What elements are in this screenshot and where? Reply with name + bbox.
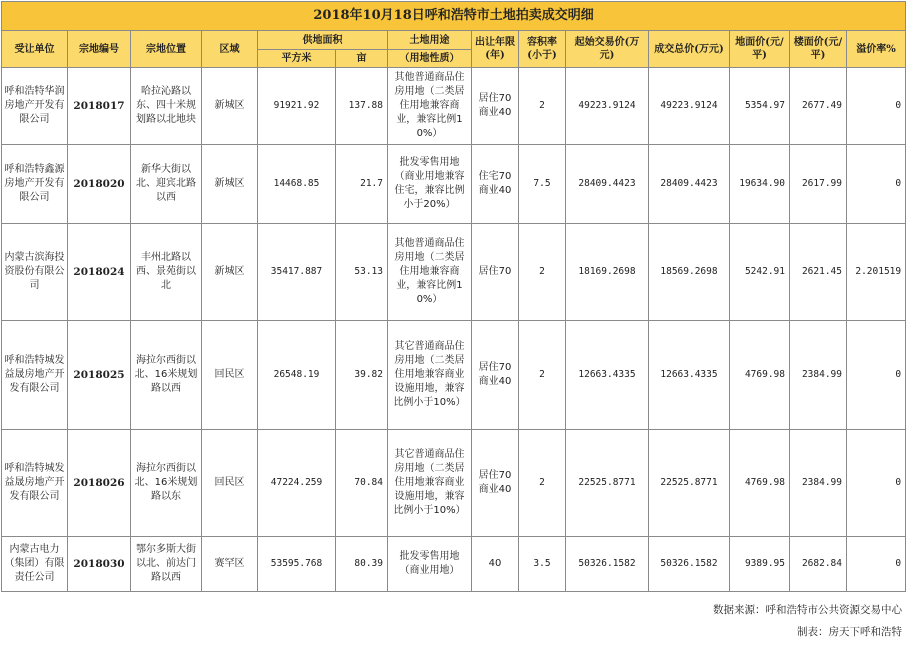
cell-floor-price: 2682.84	[790, 537, 847, 592]
cell-deal-price: 49223.9124	[649, 68, 730, 145]
cell-code: 2018020	[68, 145, 131, 224]
cell-floor-price: 2384.99	[790, 321, 847, 430]
cell-far: 2	[519, 321, 566, 430]
cell-buyer: 内蒙古滨海投资股份有限公司	[2, 224, 68, 321]
cell-land-price: 4769.98	[730, 430, 790, 537]
cell-start-price: 28409.4423	[566, 145, 649, 224]
cell-usage: 其它普通商品住房用地（二类居住用地兼容商业设施用地，兼容比例小于10%）	[388, 430, 472, 537]
cell-district: 赛罕区	[202, 537, 258, 592]
cell-term: 居住70	[472, 224, 519, 321]
cell-land-price: 19634.90	[730, 145, 790, 224]
cell-area-sqm: 47224.259	[258, 430, 336, 537]
cell-usage: 批发零售用地（商业用地兼容住宅，兼容比例小于20%）	[388, 145, 472, 224]
cell-code: 2018025	[68, 321, 131, 430]
cell-location: 丰州北路以西、景苑街以北	[131, 224, 202, 321]
cell-usage: 批发零售用地（商业用地）	[388, 537, 472, 592]
cell-deal-price: 22525.8771	[649, 430, 730, 537]
cell-location: 鄂尔多斯大街以北、前达门路以西	[131, 537, 202, 592]
cell-district: 新城区	[202, 68, 258, 145]
cell-start-price: 22525.8771	[566, 430, 649, 537]
cell-term: 40	[472, 537, 519, 592]
table-row	[2, 68, 906, 145]
cell-usage: 其他普通商品住房用地（二类居住用地兼容商业，兼容比例10%）	[388, 224, 472, 321]
cell-area-sqm: 53595.768	[258, 537, 336, 592]
table-title: 2018年10月18日呼和浩特市土地拍卖成交明细	[2, 2, 906, 31]
cell-far: 3.5	[519, 537, 566, 592]
header-land-price: 地面价(元/平)	[730, 31, 790, 68]
land-auction-document	[1, 1, 902, 592]
table-row	[2, 537, 906, 592]
cell-far: 2	[519, 224, 566, 321]
cell-premium: 0	[847, 145, 906, 224]
cell-buyer: 呼和浩特城发益晟房地产开发有限公司	[2, 321, 68, 430]
cell-area-sqm: 35417.887	[258, 224, 336, 321]
cell-premium: 0	[847, 68, 906, 145]
header-area-mu: 亩	[336, 50, 388, 68]
cell-premium: 2.201519	[847, 224, 906, 321]
table-row	[2, 430, 906, 537]
cell-code: 2018030	[68, 537, 131, 592]
cell-floor-price: 2384.99	[790, 430, 847, 537]
cell-term: 居住70商业40	[472, 321, 519, 430]
cell-area-mu: 70.84	[336, 430, 388, 537]
cell-start-price: 12663.4335	[566, 321, 649, 430]
cell-deal-price: 18569.2698	[649, 224, 730, 321]
cell-code: 2018024	[68, 224, 131, 321]
cell-area-mu: 137.88	[336, 68, 388, 145]
cell-land-price: 9389.95	[730, 537, 790, 592]
cell-premium: 0	[847, 537, 906, 592]
cell-buyer: 呼和浩特城发益晟房地产开发有限公司	[2, 430, 68, 537]
cell-deal-price: 50326.1582	[649, 537, 730, 592]
cell-district: 新城区	[202, 224, 258, 321]
header-area-sqm: 平方米	[258, 50, 336, 68]
cell-land-price: 5354.97	[730, 68, 790, 145]
cell-buyer: 呼和浩特鑫源房地产开发有限公司	[2, 145, 68, 224]
header-premium: 溢价率%	[847, 31, 906, 68]
header-start-price: 起始交易价(万元)	[566, 31, 649, 68]
cell-premium: 0	[847, 430, 906, 537]
land-auction-table	[1, 1, 906, 592]
header-code: 宗地编号	[68, 31, 131, 68]
cell-area-mu: 80.39	[336, 537, 388, 592]
cell-deal-price: 12663.4335	[649, 321, 730, 430]
cell-land-price: 5242.91	[730, 224, 790, 321]
cell-floor-price: 2621.45	[790, 224, 847, 321]
table-maker-note: 制表：房天下呼和浩特	[797, 626, 902, 638]
cell-floor-price: 2677.49	[790, 68, 847, 145]
cell-land-price: 4769.98	[730, 321, 790, 430]
header-area: 供地面积	[258, 31, 388, 50]
cell-usage: 其它普通商品住房用地（二类居住用地兼容商业设施用地，兼容比例小于10%）	[388, 321, 472, 430]
cell-buyer: 内蒙古电力（集团）有限责任公司	[2, 537, 68, 592]
cell-area-sqm: 14468.85	[258, 145, 336, 224]
header-usage: 土地用途	[388, 31, 472, 50]
cell-area-sqm: 26548.19	[258, 321, 336, 430]
cell-area-sqm: 91921.92	[258, 68, 336, 145]
cell-far: 7.5	[519, 145, 566, 224]
header-usage-sub: （用地性质）	[388, 50, 472, 68]
cell-district: 回民区	[202, 321, 258, 430]
cell-usage: 其他普通商品住房用地（二类居住用地兼容商业，兼容比例10%）	[388, 68, 472, 145]
cell-area-mu: 53.13	[336, 224, 388, 321]
cell-location: 海拉尔西街以北、16米规划路以西	[131, 321, 202, 430]
cell-start-price: 49223.9124	[566, 68, 649, 145]
cell-premium: 0	[847, 321, 906, 430]
cell-deal-price: 28409.4423	[649, 145, 730, 224]
cell-term: 居住70商业40	[472, 430, 519, 537]
cell-start-price: 50326.1582	[566, 537, 649, 592]
cell-area-mu: 39.82	[336, 321, 388, 430]
header-buyer: 受让单位	[2, 31, 68, 68]
cell-district: 新城区	[202, 145, 258, 224]
cell-buyer: 呼和浩特华润房地产开发有限公司	[2, 68, 68, 145]
header-location: 宗地位置	[131, 31, 202, 68]
header-floor-price: 楼面价(元/平)	[790, 31, 847, 68]
cell-far: 2	[519, 68, 566, 145]
cell-area-mu: 21.7	[336, 145, 388, 224]
header-far: 容积率(小于)	[519, 31, 566, 68]
table-row	[2, 321, 906, 430]
header-district: 区域	[202, 31, 258, 68]
cell-far: 2	[519, 430, 566, 537]
cell-code: 2018017	[68, 68, 131, 145]
data-source-note: 数据来源：呼和浩特市公共资源交易中心	[713, 604, 902, 616]
table-row	[2, 224, 906, 321]
cell-term: 居住70商业40	[472, 68, 519, 145]
cell-start-price: 18169.2698	[566, 224, 649, 321]
cell-term: 住宅70商业40	[472, 145, 519, 224]
cell-district: 回民区	[202, 430, 258, 537]
cell-floor-price: 2617.99	[790, 145, 847, 224]
header-term: 出让年限(年)	[472, 31, 519, 68]
cell-location: 新华大街以北、迎宾北路以西	[131, 145, 202, 224]
cell-code: 2018026	[68, 430, 131, 537]
table-row	[2, 145, 906, 224]
cell-location: 海拉尔西街以北、16米规划路以东	[131, 430, 202, 537]
header-deal-price: 成交总价(万元)	[649, 31, 730, 68]
cell-location: 哈拉沁路以东、四十米规划路以北地块	[131, 68, 202, 145]
